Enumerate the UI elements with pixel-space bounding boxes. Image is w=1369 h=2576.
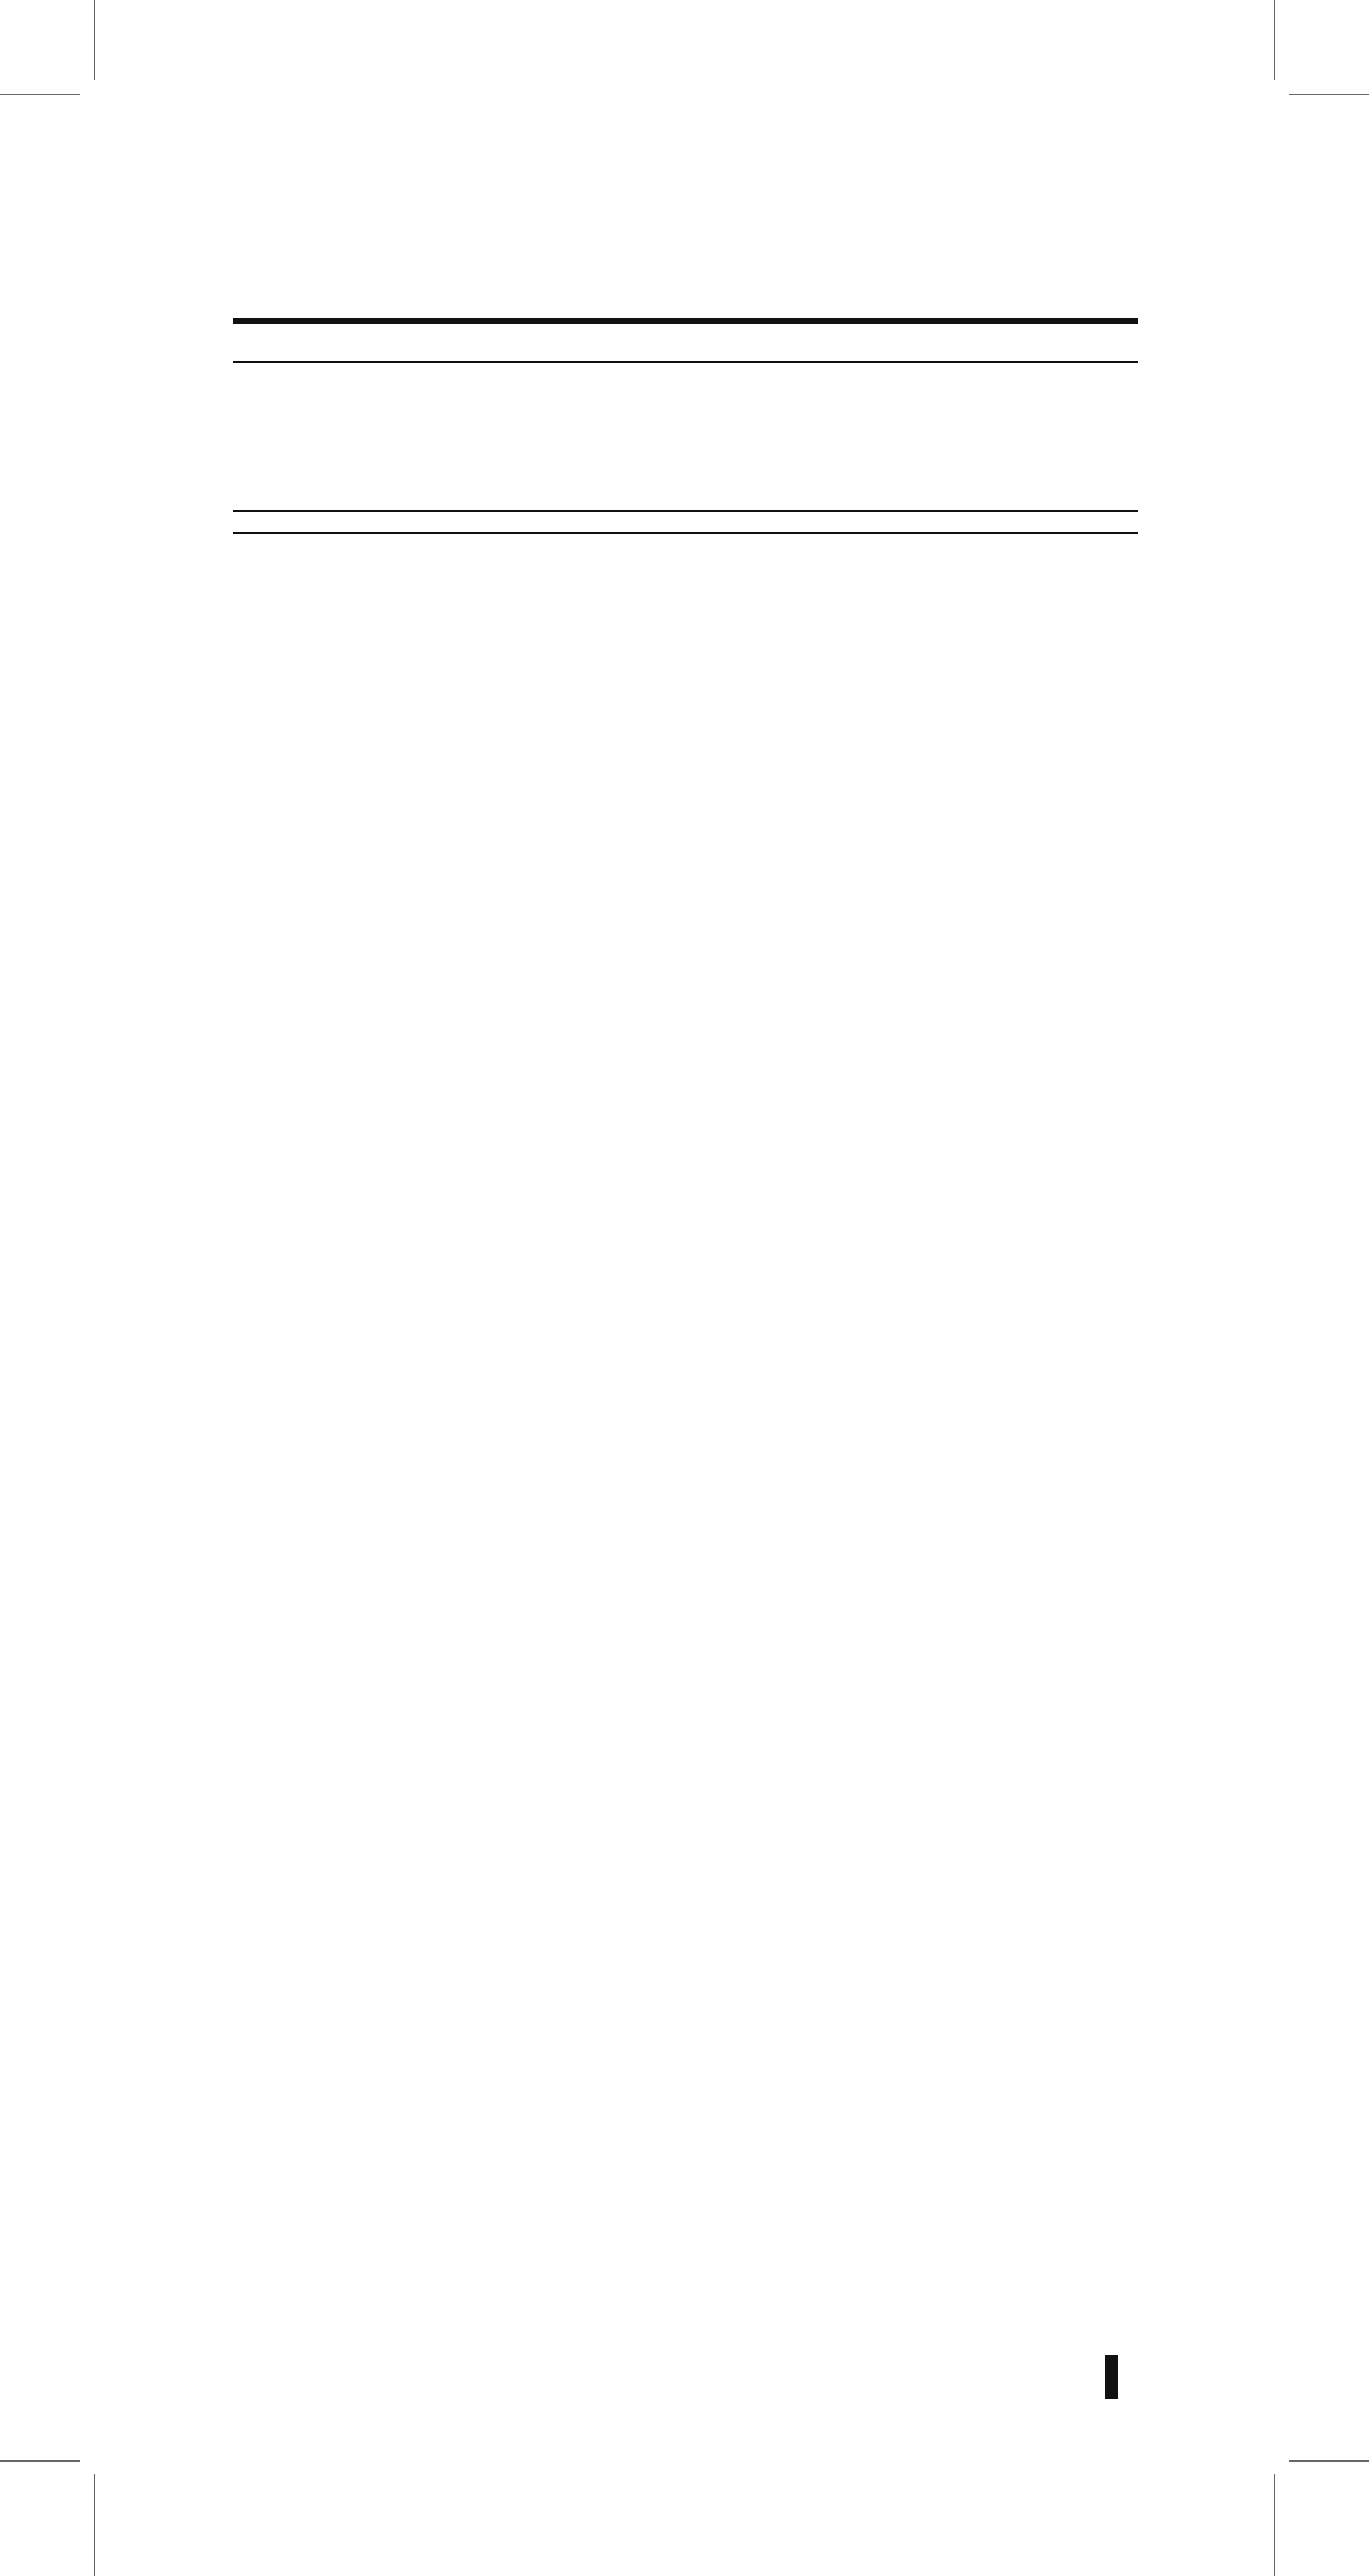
footer-bar xyxy=(1105,2355,1118,2399)
page-footer xyxy=(233,2353,1138,2400)
summary-line xyxy=(233,324,1138,361)
bottom-rule xyxy=(233,532,1138,534)
crop-mark xyxy=(1274,2474,1275,2576)
crop-mark xyxy=(0,2460,80,2462)
page-title xyxy=(468,187,1138,318)
crop-mark xyxy=(1274,0,1275,80)
column-headers xyxy=(233,363,1138,510)
crop-mark xyxy=(94,0,95,80)
title-rule xyxy=(233,318,1138,324)
crop-mark xyxy=(0,94,80,95)
crop-mark xyxy=(1289,2460,1369,2462)
crop-mark xyxy=(1289,94,1369,95)
crop-mark xyxy=(94,2474,95,2576)
page-content xyxy=(233,187,1138,534)
